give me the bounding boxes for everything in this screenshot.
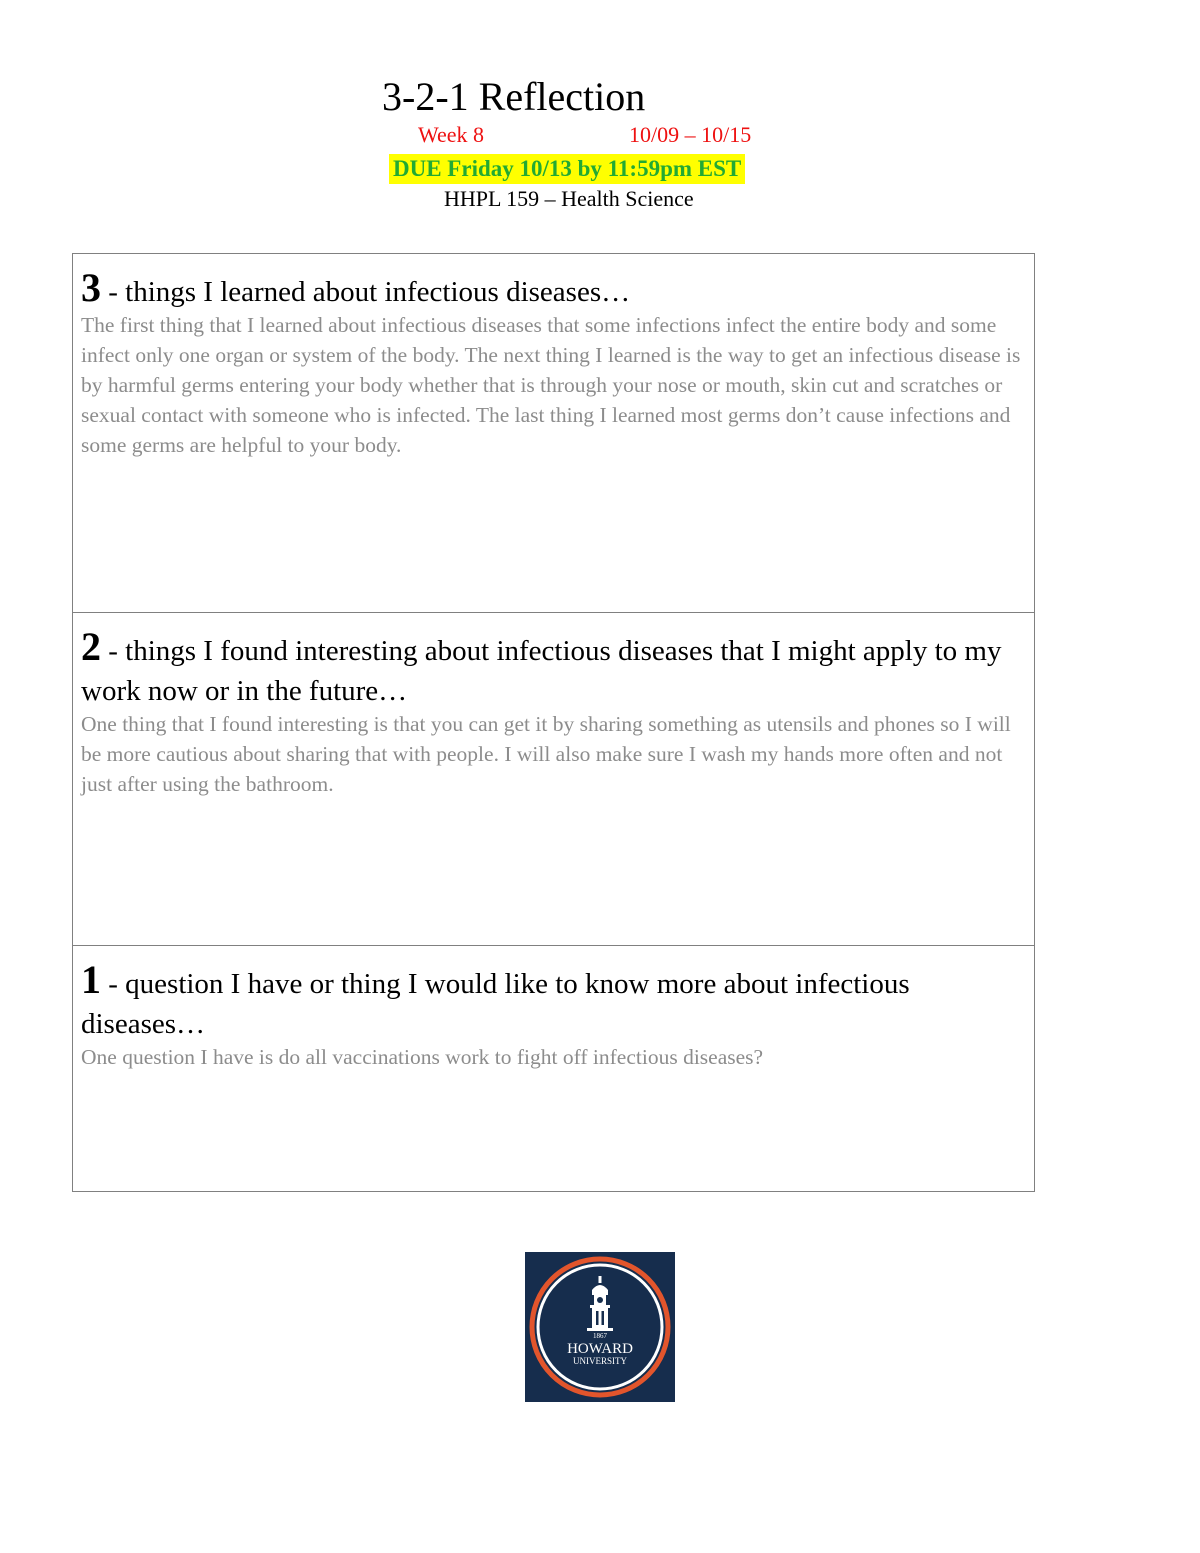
seal-name-line2: UNIVERSITY: [573, 1356, 627, 1366]
section-three-things-learned: [72, 254, 1035, 613]
section-number: 1: [81, 957, 101, 1002]
page-title: 3-2-1 Reflection: [382, 74, 646, 119]
section-prompt: [81, 624, 1026, 711]
due-date-banner: DUE Friday 10/13 by 11:59pm EST: [389, 154, 745, 184]
section-answer: One thing that I found interesting is that you can get it by sharing something as utensils and phones so I will be more cautious about sharing that with people. I will also make sure I wash my hands more often and not just after using the bathroom.: [81, 712, 1011, 796]
howard-university-logo: [525, 1252, 675, 1402]
section-prompt-text: - things I found interesting about infectious diseases that I might apply to my work now or in the future…: [81, 635, 1002, 707]
section-answer: The first thing that I learned about infectious diseases that some infections infect the entire body and some infect only one organ or system of the body. The next thing I learned is the way to get an infectious disease is by harmful germs entering your body whether that is through your nose or mouth, skin cut and scratches or sexual contact with someone who is infected. The last thing I learned most germs don’t cause infections and some germs are helpful to your body.: [81, 313, 1021, 457]
section-prompt-text: - question I have or thing I would like to know more about infectious diseases…: [81, 968, 910, 1040]
section-prompt-text: - things I learned about infectious diseases…: [101, 276, 631, 308]
section-number: 2: [81, 624, 101, 669]
section-number: 3: [81, 265, 101, 310]
section-prompt: [81, 265, 1026, 312]
section-two-things-interesting: [72, 613, 1035, 946]
section-prompt: [81, 957, 1026, 1044]
course-name: HHPL 159 – Health Science: [444, 186, 694, 211]
university-seal: [525, 1252, 675, 1402]
section-answer: One question I have is do all vaccinations work to fight off infectious diseases?: [81, 1045, 764, 1069]
week-line: [0, 122, 1200, 152]
section-one-question: [72, 946, 1035, 1192]
reflection-table: [72, 253, 1035, 1192]
seal-year: 1867: [593, 1332, 607, 1340]
seal-name-line1: HOWARD: [567, 1341, 633, 1357]
week-dates: 10/09 – 10/15: [629, 122, 752, 147]
week-label: Week 8: [418, 122, 485, 147]
